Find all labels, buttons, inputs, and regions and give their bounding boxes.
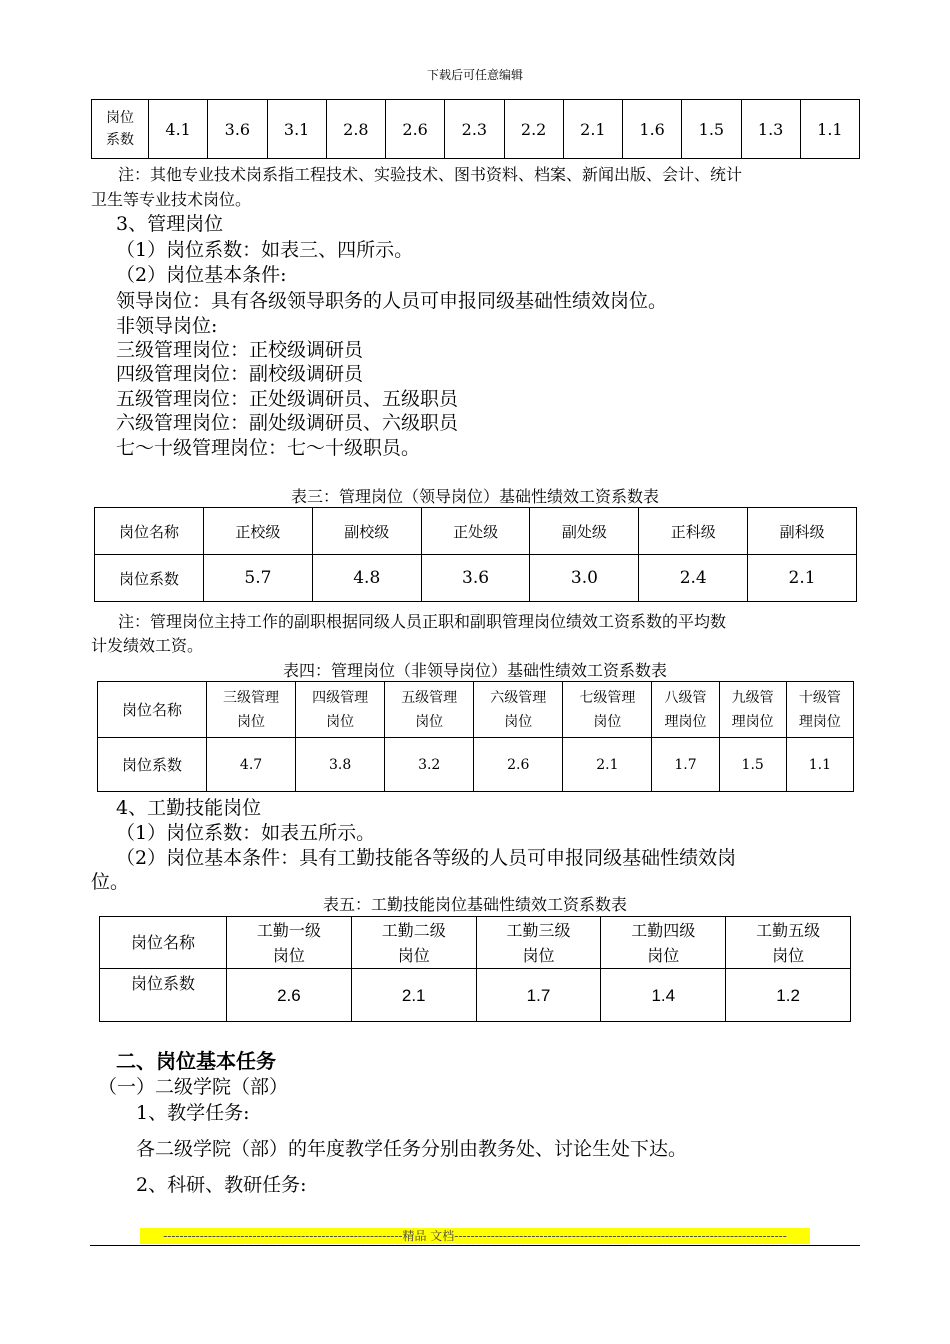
paragraph: 1、教学任务: bbox=[136, 1102, 250, 1124]
table-cell: 1.7 bbox=[652, 738, 719, 792]
table-cell: 理岗位 bbox=[664, 713, 707, 730]
table-3 bbox=[94, 507, 857, 602]
paragraph: （1）岗位系数：如表五所示。 bbox=[116, 822, 376, 844]
table-cell: 理岗位 bbox=[798, 713, 841, 730]
table-cell: 岗位名称 bbox=[95, 508, 204, 555]
section-heading: 4、工勤技能岗位 bbox=[116, 797, 262, 819]
part-heading: 二、岗位基本任务 bbox=[116, 1049, 276, 1073]
table-cell: 岗位 bbox=[772, 945, 805, 965]
table-row bbox=[98, 738, 854, 792]
table-cell: 八级管 bbox=[664, 689, 707, 706]
sub-heading: （一）二级学院（部） bbox=[98, 1076, 289, 1098]
paragraph: 2、科研、教研任务: bbox=[136, 1174, 307, 1196]
table-cell: 岗位系数 bbox=[95, 555, 204, 602]
table-cell: 工勤四级 bbox=[631, 920, 696, 940]
note-line: 注：管理岗位主持工作的副职根据同级人员正职和副职管理岗位绩效工资系数的平均数 bbox=[118, 612, 727, 631]
paragraph: 五级管理岗位：正处级调研员、五级职员 bbox=[116, 388, 459, 410]
table-cell: 1.5 bbox=[719, 738, 786, 792]
table-cell: 工勤二级 bbox=[381, 920, 446, 940]
table-cell: 1.3 bbox=[741, 100, 800, 159]
paragraph: 领导岗位：具有各级领导职务的人员可申报同级基础性绩效岗位。 bbox=[116, 290, 668, 312]
footer-divider bbox=[90, 1245, 860, 1246]
table-caption: 表三：管理岗位（领导岗位）基础性绩效工资系数表 bbox=[290, 487, 659, 506]
table-cell: 十级管 bbox=[798, 689, 841, 706]
table-row bbox=[95, 508, 857, 555]
table-cell: 岗位系数 bbox=[98, 738, 207, 792]
paragraph: 六级管理岗位：副处级调研员、六级职员 bbox=[116, 412, 459, 434]
table-cell: 1.7 bbox=[476, 969, 601, 1022]
table-row bbox=[100, 917, 851, 969]
table-cell: 2.6 bbox=[474, 738, 563, 792]
paragraph: 各二级学院（部）的年度教学任务分别由教务处、讨论生处下达。 bbox=[136, 1138, 688, 1160]
table-cell: 1.1 bbox=[786, 738, 853, 792]
note-line: 计发绩效工资。 bbox=[91, 636, 204, 655]
table-cell: 工勤一级 bbox=[256, 920, 321, 940]
table-row bbox=[95, 555, 857, 602]
table-cell: 3.6 bbox=[208, 100, 267, 159]
table-cell: 岗位 bbox=[237, 713, 266, 730]
table-row bbox=[92, 100, 860, 159]
table-caption: 表五：工勤技能岗位基础性绩效工资系数表 bbox=[322, 895, 627, 914]
table-cell: 2.6 bbox=[386, 100, 445, 159]
table-cell: 副科级 bbox=[748, 508, 857, 555]
table-cell: 三级管理 bbox=[223, 689, 280, 706]
table-cell: 1.1 bbox=[800, 100, 859, 159]
table-cell: 岗位 bbox=[647, 945, 680, 965]
table-cell: 4.8 bbox=[312, 555, 421, 602]
table-cell: 岗位名称 bbox=[100, 917, 227, 969]
table-cell: 5.7 bbox=[204, 555, 313, 602]
table-cell: 2.1 bbox=[351, 969, 476, 1022]
note-line: 注：其他专业技术岗系指工程技术、实验技术、图书资料、档案、新闻出版、会计、统计 bbox=[118, 165, 743, 184]
table-cell: 正处级 bbox=[421, 508, 530, 555]
table-cell: 岗位 bbox=[415, 713, 444, 730]
table-cell: 四级管理 bbox=[312, 689, 369, 706]
table-cell: 工勤五级 bbox=[756, 920, 821, 940]
footer-banner: -----------------------------------------------------------精品 文档---------------------------------------------------------------------------------- bbox=[140, 1228, 810, 1244]
note-line: 卫生等专业技术岗位。 bbox=[91, 190, 252, 209]
table-cell: 岗位名称 bbox=[98, 682, 207, 738]
table-cell: 岗位系数 bbox=[100, 969, 227, 1022]
table-cell: 工勤三级 bbox=[506, 920, 571, 940]
table-cell: 五级管理 bbox=[401, 689, 458, 706]
table-cell: 2.3 bbox=[445, 100, 504, 159]
table-cell: 2.1 bbox=[748, 555, 857, 602]
table-cell: 4.1 bbox=[149, 100, 208, 159]
table-cell: 岗位 bbox=[397, 945, 430, 965]
table-cell: 3.0 bbox=[530, 555, 639, 602]
table-cell: 副处级 bbox=[530, 508, 639, 555]
table-cell: 2.1 bbox=[563, 738, 652, 792]
table-cell: 2.4 bbox=[639, 555, 748, 602]
table-caption: 表四：管理岗位（非领导岗位）基础性绩效工资系数表 bbox=[282, 661, 667, 680]
table-cell: 2.6 bbox=[227, 969, 352, 1022]
table-cell: 3.1 bbox=[267, 100, 326, 159]
table-cell: 2.1 bbox=[563, 100, 622, 159]
table-cell: 理岗位 bbox=[731, 713, 774, 730]
table-cell: 七级管理 bbox=[579, 689, 636, 706]
paragraph: 非领导岗位: bbox=[116, 315, 218, 337]
paragraph: （2）岗位基本条件: bbox=[116, 264, 287, 286]
table-cell: 3.6 bbox=[421, 555, 530, 602]
paragraph: 位。 bbox=[91, 871, 130, 893]
paragraph: （1）岗位系数：如表三、四所示。 bbox=[116, 239, 414, 261]
paragraph: 七～十级管理岗位：七～十级职员。 bbox=[116, 437, 421, 459]
table-cell: 岗位 bbox=[272, 945, 305, 965]
paragraph: 四级管理岗位：副校级调研员 bbox=[116, 363, 364, 385]
table-cell: 正科级 bbox=[639, 508, 748, 555]
table-cell: 岗位 bbox=[504, 713, 533, 730]
table-cell: 3.2 bbox=[385, 738, 474, 792]
row-label: 岗位 系数 bbox=[92, 100, 149, 159]
table-cell: 正校级 bbox=[204, 508, 313, 555]
table-cell: 4.7 bbox=[207, 738, 296, 792]
table-cell: 1.5 bbox=[682, 100, 741, 159]
table-cell: 3.8 bbox=[296, 738, 385, 792]
section-heading: 3、管理岗位 bbox=[116, 213, 224, 235]
table-row bbox=[100, 969, 851, 1022]
paragraph: 三级管理岗位：正校级调研员 bbox=[116, 339, 364, 361]
table-cell: 岗位 bbox=[522, 945, 555, 965]
coefficient-table-top bbox=[91, 99, 860, 159]
table-cell: 2.8 bbox=[326, 100, 385, 159]
table-cell: 副校级 bbox=[312, 508, 421, 555]
table-cell: 九级管 bbox=[731, 689, 774, 706]
table-cell: 1.6 bbox=[623, 100, 682, 159]
table-cell: 2.2 bbox=[504, 100, 563, 159]
paragraph: （2）岗位基本条件：具有工勤技能各等级的人员可申报同级基础性绩效岗 bbox=[116, 847, 737, 869]
table-row bbox=[98, 682, 854, 738]
table-4 bbox=[97, 681, 854, 792]
table-cell: 1.2 bbox=[726, 969, 851, 1022]
table-cell: 1.4 bbox=[601, 969, 726, 1022]
table-5 bbox=[99, 916, 851, 1022]
table-cell: 六级管理 bbox=[490, 689, 547, 706]
table-cell: 岗位 bbox=[326, 713, 355, 730]
table-cell: 岗位 bbox=[593, 713, 622, 730]
page-header: 下载后可任意编辑 bbox=[426, 68, 523, 82]
